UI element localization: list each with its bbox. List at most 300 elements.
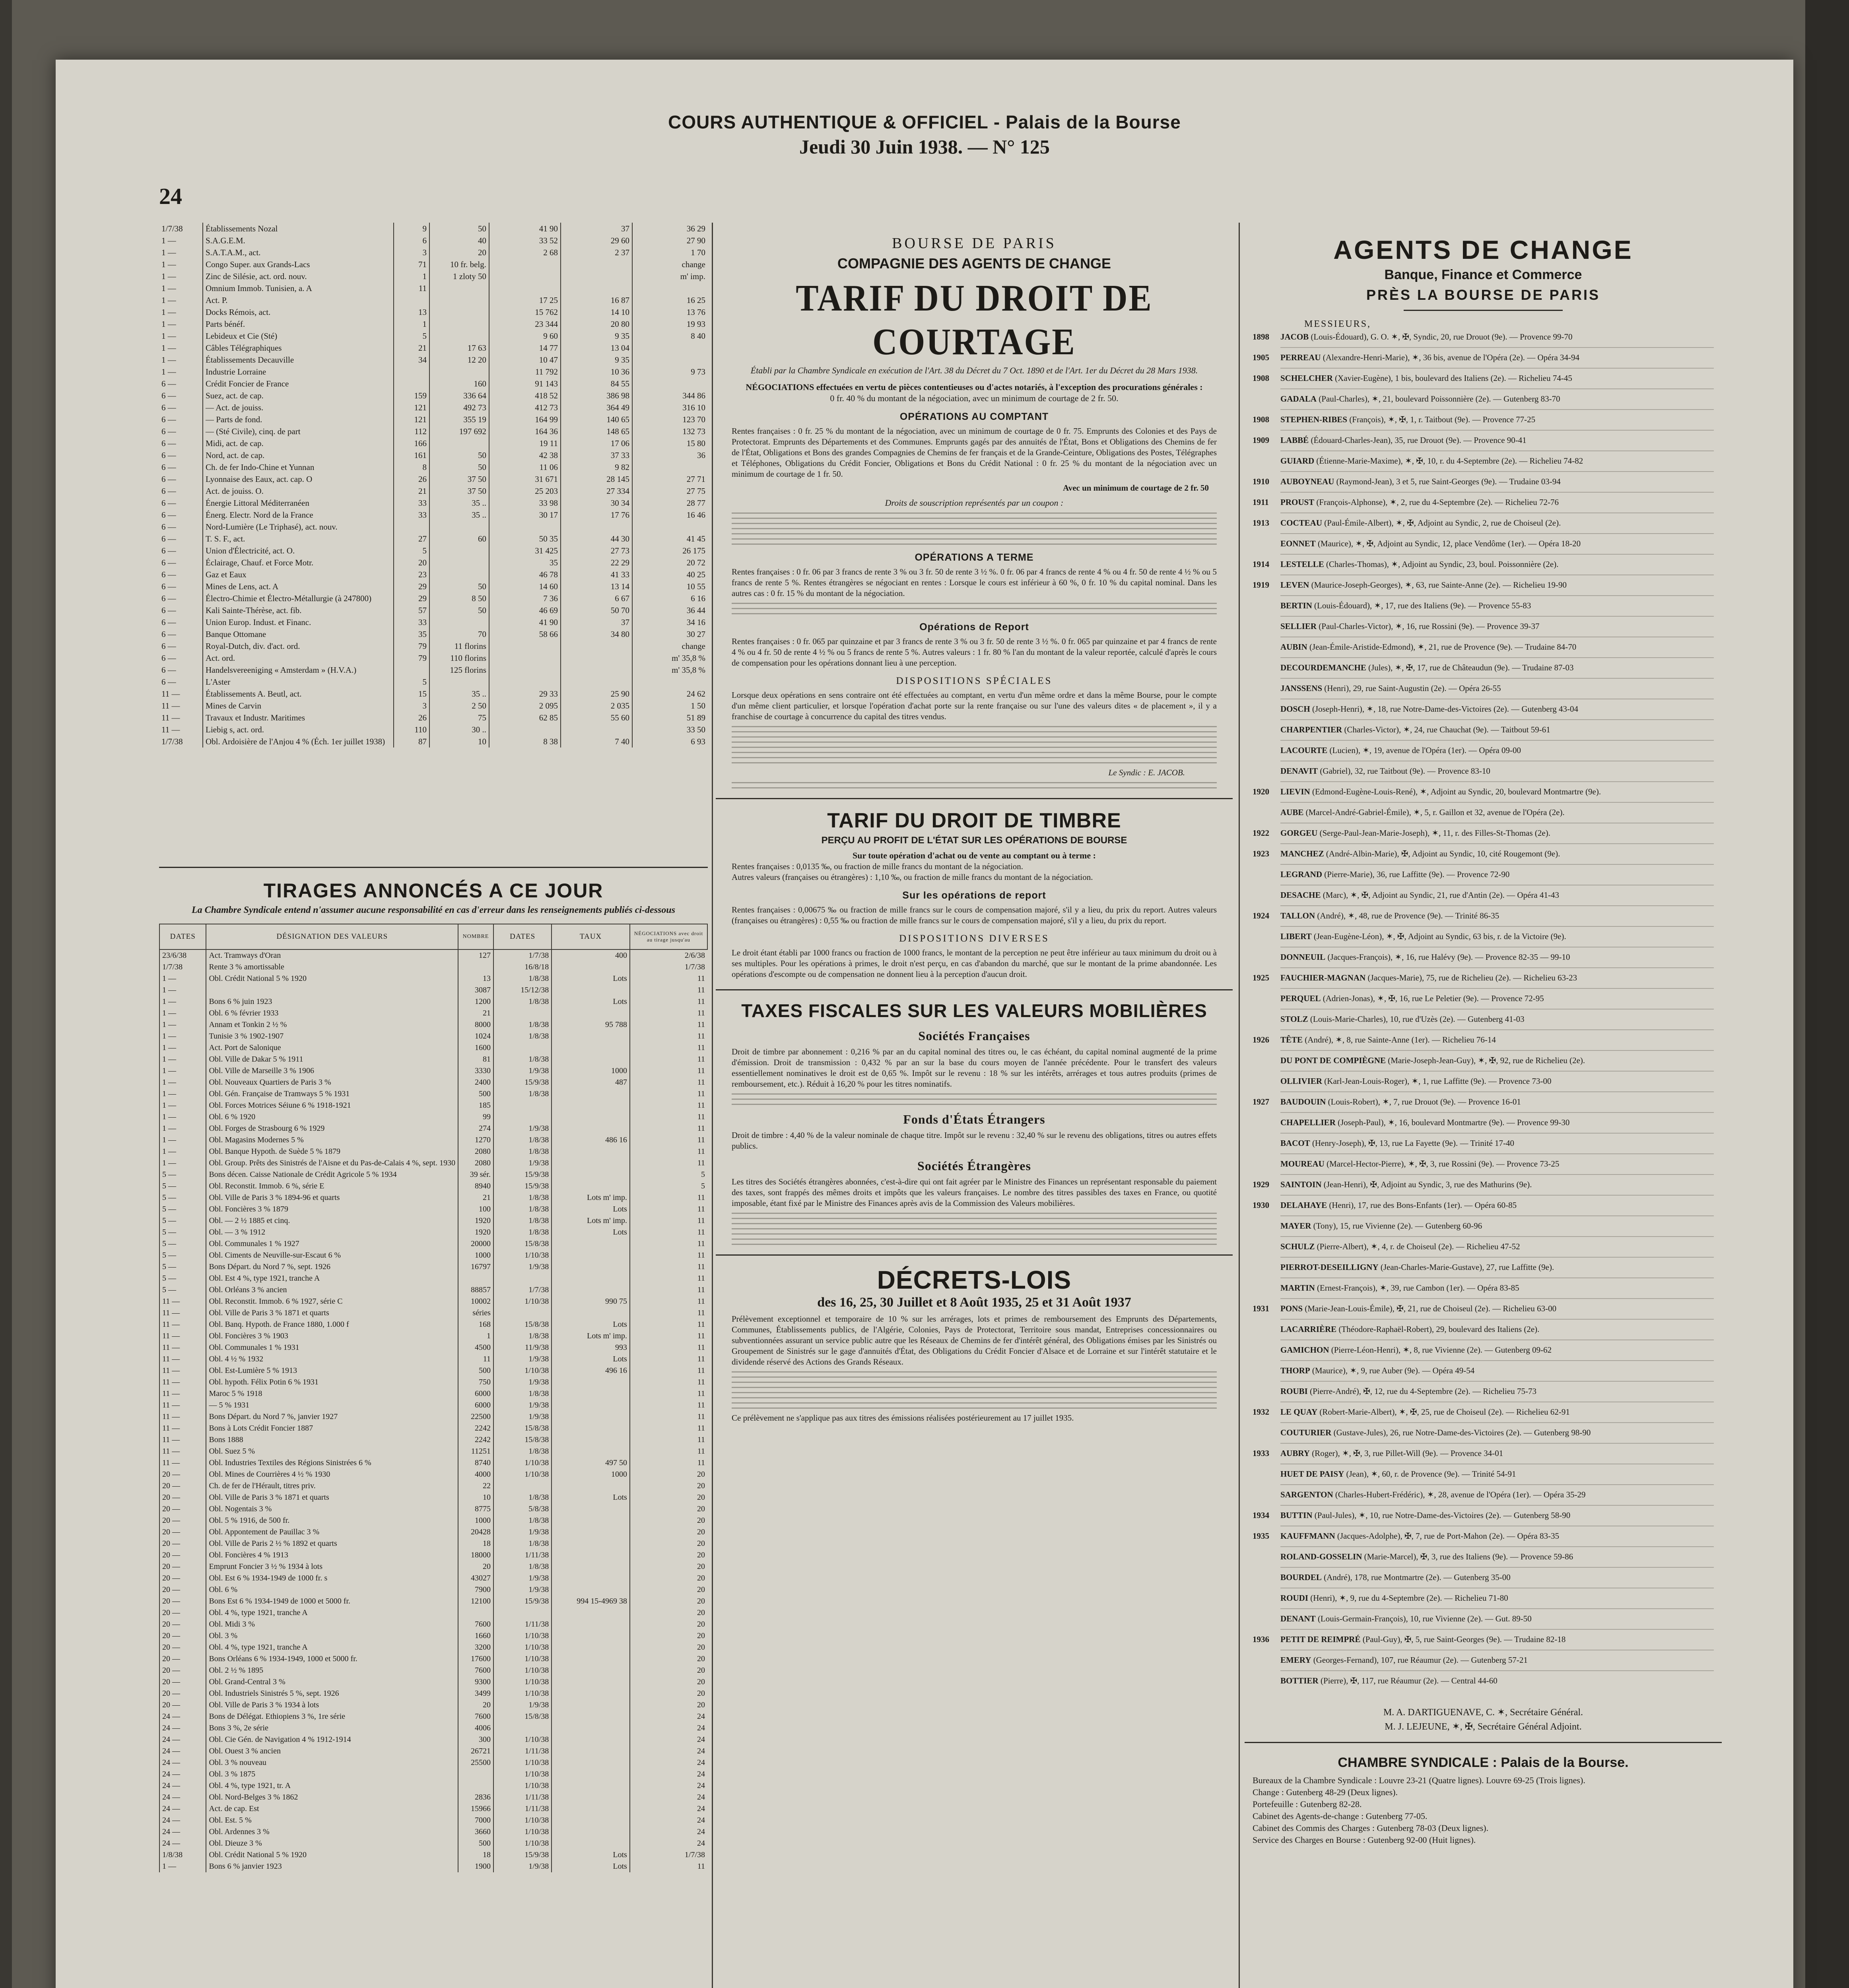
tirage-cell: 24 — [159,1745,206,1757]
tirage-cell [552,961,630,973]
agent-name: DONNEUIL [1280,952,1326,962]
quote-cell: 125 florins [429,664,489,676]
tirage-cell: Obl. 6 % février 1933 [206,1008,458,1019]
agent-info: (André-Albin-Marie), ✠, Adjoint au Syndic, 10, cité Rougemont (9e). [1326,849,1560,858]
quote-cell: 17 63 [429,342,489,354]
tirage-cell: 1/8/38 [493,1088,552,1100]
tirage-cell: 1000 [552,1469,630,1480]
agent-info: (André), ✶, 48, rue de Provence (9e). — Trinité 86-35 [1317,911,1499,920]
agent-info: (Charles-Thomas), ✶, Adjoint au Syndic, 23, boul. Poissonnière (2e). [1326,559,1559,569]
agents-subtitle-2: PRÈS LA BOURSE DE PARIS [1366,287,1600,303]
quote-cell: 1 — [161,259,176,269]
tirage-cell [206,984,458,996]
quote-cell: change [632,640,708,652]
tirage-cell: 1/10/38 [493,1676,552,1688]
quote-cell: m' 35,8 % [632,664,708,676]
tirage-cell: 1/9/38 [493,1584,552,1596]
tirage-cell: 993 [552,1342,630,1353]
quote-cell: 6 — [161,593,176,603]
quote-cell: Mines de Carvin [203,700,394,712]
tirage-cell: 24 [630,1757,707,1769]
timbre-subtitle: PERÇU AU PROFIT DE L'ÉTAT SUR LES OPÉRATIONS DE BOURSE [821,835,1127,846]
tirage-cell: Lots [552,1861,630,1872]
quote-cell: 57 [394,604,429,616]
agent-name: PONS [1280,1304,1303,1313]
tirage-cell: 750 [458,1376,493,1388]
tirage-cell: 20 — [159,1699,206,1711]
agent-info: (Raymond-Jean), 3 et 5, rue Saint-Georges (9e). — Trudaine 03-94 [1336,477,1561,486]
quote-cell: 9 35 [561,354,632,366]
timbre-report-text: Rentes françaises : 0,00675 ‰ ou fraction de mille francs sur le cours de compensation majoré, s'il y a lieu, du prix du report. Autres valeurs (françaises ou étrangères) : 0,55 ‰ ou fraction de mille francs sur le cours de compensation majoré, s'il y a lieu, du prix du report. [732,905,1217,925]
tirage-cell: 1/9/38 [493,1861,552,1872]
quote-cell: 41 90 [489,223,561,235]
tirage-cell [493,1722,552,1734]
tirage-cell [552,1826,630,1838]
tirage-cell: 11 [458,1353,493,1365]
service-line: Bureaux de la Chambre Syndicale : Louvre 23-21 (Quatre lignes). Louvre 69-25 (Trois lignes). [1253,1775,1585,1785]
tirage-cell: 24 — [159,1826,206,1838]
tirage-row [159,1088,707,1100]
agent-entry [1245,455,1722,466]
tirage-cell: Obl. Magasins Modernes 5 % [206,1134,458,1146]
agent-name: PROUST [1280,497,1315,507]
tirage-cell: 11 — [159,1330,206,1342]
quote-cell: 33 50 [632,724,708,736]
quote-cell: 6 — [161,414,176,424]
tirage-row [159,1515,707,1526]
quote-row [159,366,708,378]
tirages-title: TIRAGES ANNONCÉS A CE JOUR [263,879,604,902]
quote-cell: 10 36 [561,366,632,378]
quote-cell [394,366,429,378]
quote-cell: 34 [394,354,429,366]
tirage-row [159,1008,707,1019]
tirage-cell: 1/10/38 [493,1665,552,1676]
negociations-text: NÉGOCIATIONS effectuées en vertu de pièces contentieuses ou d'actes notariés, à l'exception des procurations générales : [746,382,1203,392]
tirage-cell: 1000 [552,1065,630,1077]
tirage-cell: 11 [630,1457,707,1469]
tirage-cell: 1 — [159,1123,206,1134]
quote-row [159,342,708,354]
tirage-row [159,1376,707,1388]
agent-entry [1245,848,1722,859]
tirage-cell: 11 [630,1204,707,1215]
agent-info: (Alexandre-Henri-Marie), ✶, 36 bis, avenue de l'Opéra (2e). — Opéra 34-94 [1323,353,1580,362]
col-header-rb-dates: DATES [493,924,552,949]
agent-name: EMERY [1280,1655,1311,1665]
tirage-row [159,984,707,996]
tirage-cell: 1 — [159,1054,206,1065]
agent-year [1253,1427,1280,1438]
agent-entry [1245,331,1722,342]
tirage-cell: 20 — [159,1549,206,1561]
quote-cell: 121 [394,402,429,414]
tirage-cell: 8775 [458,1503,493,1515]
tirage-cell: 5 — [159,1169,206,1180]
agent-info: (Jules), ✶, ✠, 17, rue de Châteaudun (9e). — Trudaine 87-03 [1368,663,1574,672]
tirage-row [159,1423,707,1434]
quote-cell: 21 [394,485,429,497]
agent-entry [1245,497,1722,508]
service-line: Change : Gutenberg 48-29 (Deux lignes). [1253,1787,1398,1797]
timbre-lead: Sur toute opération d'achat ou de vente au comptant ou à terme : [853,850,1096,860]
tirage-cell [552,1284,630,1296]
quote-cell: 70 [429,628,489,640]
tirage-row [159,1238,707,1250]
agent-entry [1245,1179,1722,1190]
agent-year: 1911 [1253,497,1269,507]
tirage-cell [493,1100,552,1111]
tirage-cell: 11 [630,1446,707,1457]
agent-info: (Jacques-Adolphe), ✠, 7, rue de Port-Mahon (2e). — Opéra 83-35 [1337,1531,1560,1541]
quote-cell: Lyonnaise des Eaux, act. cap. O [203,473,394,485]
agent-year: 1908 [1253,373,1269,383]
quote-cell: 5 [394,676,429,688]
tirage-row [159,1780,707,1792]
tirage-cell: — 5 % 1931 [206,1400,458,1411]
book-binding [1805,0,1849,1988]
tirage-row [159,1665,707,1676]
tirage-cell: 1 — [159,1019,206,1031]
quote-cell: 166 [394,437,429,449]
tirage-row [159,1630,707,1642]
agent-name: HUET DE PAISY [1280,1469,1344,1479]
tirage-row [159,1388,707,1400]
service-line: Portefeuille : Gutenberg 82-28. [1253,1799,1362,1809]
tirage-cell: 20 — [159,1538,206,1549]
quote-cell [489,652,561,664]
quote-cell: 15 80 [632,437,708,449]
quote-cell: m' imp. [632,270,708,282]
quote-cell: 84 55 [561,378,632,390]
tirage-cell: Obl. Est-Lumière 5 % 1913 [206,1365,458,1376]
tirage-cell: 8940 [458,1180,493,1192]
quote-cell: Industrie Lorraine [203,366,394,378]
quote-cell: 62 85 [489,712,561,724]
tirage-cell: 11 [630,1054,707,1065]
agent-info: (Paul-Guy), ✠, 5, rue Saint-Georges (9e). — Trudaine 82-18 [1362,1635,1566,1644]
tirage-cell: 5 — [159,1204,206,1215]
agent-year [1253,951,1280,963]
agent-info: (Marie-Joseph-Jean-Guy), ✶, ✠, 92, rue de Richelieu (2e). [1388,1056,1585,1065]
tirage-cell: 4500 [458,1342,493,1353]
tirage-cell [552,1388,630,1400]
tirage-cell [552,1008,630,1019]
tirage-cell: Lots [552,996,630,1008]
quote-cell: 6 — [161,402,176,412]
agent-entry [1245,1158,1722,1169]
agent-entry [1245,579,1722,590]
agents-list [1245,330,1722,1689]
tirage-cell: 3499 [458,1688,493,1699]
agent-info: (Marcel-André-Gabriel-Émile), ✶, 5, r. Gaillon et 32, avenue de l'Opéra (2e). [1305,808,1565,817]
tirage-cell: 15/9/38 [493,1180,552,1192]
quote-cell: 31 671 [489,473,561,485]
agent-info: (Pierre-Marie), 36, rue Laffitte (9e). — Provence 72-90 [1324,870,1510,879]
tirage-cell: 1/8/38 [493,1515,552,1526]
tirage-cell [552,1157,630,1169]
courtage-intro: Établi par la Chambre Syndicale en exécution de l'Art. 38 du Décret du 7 Oct. 1890 et de l'Art. 1er du Décret du 28 Mars 1938. [750,365,1198,375]
tirage-cell [552,1780,630,1792]
tirage-cell: 11 [630,1042,707,1054]
tirage-cell [552,1031,630,1042]
tirage-cell: 1/8/38 [493,1330,552,1342]
quote-cell: 1 — [161,355,176,365]
tirage-cell: 20 — [159,1688,206,1699]
agent-name: AUBE [1280,808,1304,817]
agent-entry [1245,786,1722,797]
quote-cell: 33 52 [489,235,561,247]
tirage-cell: Obl. Forces Motrices Séiune 6 % 1918-1921 [206,1100,458,1111]
tirage-cell: 26721 [458,1745,493,1757]
tirage-row [159,1111,707,1123]
agent-name: FAUCHIER-MAGNAN [1280,973,1366,982]
tirage-cell: 1660 [458,1630,493,1642]
agent-entry [1245,1468,1722,1479]
tirage-cell: 5 — [159,1261,206,1273]
agent-year [1253,703,1280,714]
agent-entry [1245,869,1722,880]
tirage-cell: 17600 [458,1653,493,1665]
quote-cell: 37 50 [429,485,489,497]
agent-info: (André), ✶, 8, rue Sainte-Anne (1er). — Richelieu 76-14 [1305,1035,1496,1044]
quote-cell: 11 06 [489,461,561,473]
quote-cell: 11 [394,282,429,294]
tirage-cell: 1/7/38 [493,949,552,961]
tirage-cell: 1/9/38 [493,1065,552,1077]
quote-row [159,580,708,592]
tirage-cell: 11 [630,1192,707,1204]
quote-cell: 34 80 [561,628,632,640]
agent-year [1253,724,1280,735]
tirage-cell [552,1676,630,1688]
quote-cell: Kali Sainte-Thérèse, act. fib. [203,604,394,616]
tirage-row [159,1319,707,1330]
tirage-cell: 20 [630,1526,707,1538]
tirage-cell: 1 — [159,1088,206,1100]
agent-entry [1245,1241,1722,1252]
agent-name: MAYER [1280,1221,1311,1231]
tirage-cell: 1/8/38 [493,973,552,984]
tirage-cell: Obl. Reconstit. Immob. 6 % 1927, série C [206,1296,458,1307]
tirage-cell [552,1815,630,1826]
agent-info: (Charles-Hubert-Frédéric), ✶, 28, avenue de l'Opéra (1er). — Opéra 35-29 [1335,1490,1586,1499]
agent-year [1253,455,1280,466]
agent-year [1253,1076,1280,1087]
tirage-row [159,1215,707,1227]
tirage-cell: 1/10/38 [493,1296,552,1307]
tirage-cell: 1/9/38 [493,1699,552,1711]
societes-francaises-heading: Sociétés Françaises [918,1029,1030,1043]
tirage-cell: 11 — [159,1342,206,1353]
tirage-cell [552,1100,630,1111]
quote-cell: 30 .. [429,724,489,736]
tirage-cell: 16797 [458,1261,493,1273]
agent-entry [1245,972,1722,983]
societes-etrangeres-text: Les titres des Sociétés étrangères abonnées, c'est-à-dire qui ont fait agréer par le Ministre des Finances un représentant responsable du paiement des taxes, sont frappés des mêmes droits et impôts que les valeurs françaises. Le nombre des titres passibles des taxes en France, ou quotité imposable, étant fixé par le Ministre des Finances après avis de la Commission des Valeurs mobilières. [732,1177,1217,1208]
quote-cell: Gaz et Eaux [203,569,394,580]
quote-cell: 27 73 [561,545,632,557]
quote-cell: 1 — [161,307,176,317]
agent-name: LABBÉ [1280,435,1309,445]
tirage-row [159,1803,707,1815]
timbre-diverses-heading: DISPOSITIONS DIVERSES [899,933,1049,944]
fonds-etat-text: Droit de timbre : 4,40 % de la valeur nominale de chaque titre. Impôt sur le revenu : 32,40 % sur le revenu des obligations, titres ou autres effets publics. [732,1130,1217,1151]
tirage-cell: 20000 [458,1238,493,1250]
agent-entry [1245,827,1722,839]
tirage-cell: Obl. 6 % [206,1584,458,1596]
agent-name: TALLON [1280,911,1315,920]
quote-cell: 2 37 [561,247,632,258]
quote-cell [632,354,708,366]
timbre-report-heading: Sur les opérations de report [902,890,1046,901]
agent-year [1253,683,1280,694]
agent-name: SCHULZ [1280,1242,1315,1251]
tirage-cell: 1/10/38 [493,1250,552,1261]
quote-cell: 19 93 [632,318,708,330]
tirage-cell: 1/10/38 [493,1469,552,1480]
agent-year: 1919 [1253,580,1269,590]
col-header-dates: DATES [159,924,206,949]
tirage-cell: 11 [630,1434,707,1446]
tirage-cell: 18 [458,1849,493,1861]
tirage-cell: Obl. 2 ½ % 1895 [206,1665,458,1676]
tirage-cell [552,1446,630,1457]
tirage-cell [552,1123,630,1134]
quote-cell: 79 [394,652,429,664]
tirage-cell: 1/8/38 [493,1204,552,1215]
quote-row [159,604,708,616]
agent-info: (Maurice-Joseph-Georges), ✶, 63, rue Sainte-Anne (2e). — Richelieu 19-90 [1311,580,1567,590]
agent-name: ROUBI [1280,1386,1308,1396]
tirage-cell: 11 [630,1353,707,1365]
agent-info: (Louis-Robert), ✶, 7, rue Drouot (9e). — Provence 16-01 [1328,1097,1521,1107]
quote-cell: 35 [394,628,429,640]
tirage-row [159,1619,707,1630]
quote-cell: 10 fr. belg. [429,258,489,270]
agent-entry [1245,476,1722,487]
tirage-cell: Maroc 5 % 1918 [206,1388,458,1400]
tirage-cell: 1/8/38 [493,1192,552,1204]
timbre-autres: Autres valeurs (françaises ou étrangères) : 1,10 ‰, ou fraction de mille francs du montant de la négociation. [732,872,1093,882]
tirage-cell: 11 [630,1423,707,1434]
quote-cell: 30 27 [632,628,708,640]
quote-cell: 1 — [161,235,176,245]
tirage-cell: Obl. Foncières 4 % 1913 [206,1549,458,1561]
tirage-cell: 11 [630,1065,707,1077]
quote-cell [429,437,489,449]
quote-cell: 1 — [161,295,176,305]
tirage-cell: Annam et Tonkin 2 ½ % [206,1019,458,1031]
agent-year: 1935 [1253,1531,1269,1541]
tirage-cell: 1600 [458,1042,493,1054]
tirage-cell: 994 15-4969 38 [552,1596,630,1607]
tirage-cell: 24 [630,1734,707,1745]
tirage-cell: 1 [458,1330,493,1342]
quote-cell: 1 — [161,271,176,281]
quote-cell: 1/7/38 [161,223,183,233]
agent-name: STOLZ [1280,1014,1308,1024]
tirage-cell: Obl. 3 % nouveau [206,1757,458,1769]
tirage-cell: 13 [458,973,493,984]
tirage-cell: 23/6/38 [159,949,206,961]
tirage-cell [552,1573,630,1584]
quote-cell: 6 — [161,379,176,388]
tirage-cell: Bons Orléans 6 % 1934-1949, 1000 et 5000 fr. [206,1653,458,1665]
quote-cell: 9 [394,223,429,235]
tirage-row [159,1711,707,1722]
quote-cell: 492 73 [429,402,489,414]
tirage-row [159,1204,707,1215]
quote-cell [489,664,561,676]
quote-cell [489,676,561,688]
quote-cell: 2 095 [489,700,561,712]
quote-cell: 1 [394,270,429,282]
quote-cell: 35 .. [429,497,489,509]
agent-year [1253,1344,1280,1355]
agent-name: LESTELLE [1280,559,1324,569]
tirage-cell: 2080 [458,1146,493,1157]
tirage-cell: 1/8/38 [493,1446,552,1457]
quote-row [159,354,708,366]
tirage-cell [552,1803,630,1815]
quote-cell: — (Sté Civile), cinq. de part [203,425,394,437]
tirage-cell [552,1434,630,1446]
quote-cell: 46 78 [489,569,561,580]
quote-cell: Liebig s, act. ord. [203,724,394,736]
tirage-cell: Obl. Reconstit. Immob. 6 %, série E [206,1180,458,1192]
agent-entry [1245,1675,1722,1686]
tirage-cell: 20 — [159,1630,206,1642]
agent-year [1253,765,1280,777]
tirage-cell: 24 [630,1722,707,1734]
tirage-cell: 1900 [458,1861,493,1872]
company-title: COMPAGNIE DES AGENTS DE CHANGE [837,255,1111,272]
tirage-cell: 15/8/38 [493,1319,552,1330]
tirage-cell: 11 [630,1388,707,1400]
quote-cell: 58 66 [489,628,561,640]
quote-cell: Handelsvereeniging « Amsterdam » (H.V.A.) [203,664,394,676]
tirage-cell: 20 [630,1653,707,1665]
agent-name: SCHELCHER [1280,373,1333,383]
quote-cell: 28 77 [632,497,708,509]
agent-name: PERQUEL [1280,994,1321,1003]
tirage-cell: Obl. 5 % 1916, de 500 fr. [206,1515,458,1526]
tirage-cell: 11 [630,1261,707,1273]
tirage-cell: 11 [630,1111,707,1123]
agent-info: (Gustave-Jules), 26, rue Notre-Dame-des-Victoires (2e). — Gutenberg 98-90 [1333,1428,1591,1437]
quote-row [159,461,708,473]
tirage-cell: Obl. Communales 1 % 1927 [206,1238,458,1250]
dispositions-text: Lorsque deux opérations en sens contraire ont été effectuées au comptant, en vertu d'un même ordre et dans la même Bourse, pour le compte d'un même client particulier, et lorsque l'opération d'achat porte sur la rente française ou sur l'une des valeurs dites « de placement », il y a franchise de courtage à concurrence du capital des titres vendus. [732,690,1217,721]
quote-cell [429,306,489,318]
tirage-cell: 11 — [159,1319,206,1330]
tirage-cell: 1/7/38 [630,1849,707,1861]
tirage-row [159,1400,707,1411]
quote-cell: 87 [394,736,429,747]
quote-cell: 22 29 [561,557,632,569]
tirage-cell: 1 — [159,984,206,996]
quote-cell: 41 45 [632,533,708,545]
agent-name: PIERROT-DESEILLIGNY [1280,1262,1379,1272]
agent-entry [1245,1200,1722,1211]
tirage-cell: 6000 [458,1388,493,1400]
tirage-cell: 20 — [159,1526,206,1538]
agent-info: (Maurice), ✶, ✠, Adjoint au Syndic, 12, place Vendôme (1er). — Opéra 18-20 [1317,539,1581,548]
tirage-cell: 5 [630,1169,707,1180]
chamber-services [1245,1771,1722,1850]
tirage-cell: 20 [630,1561,707,1573]
